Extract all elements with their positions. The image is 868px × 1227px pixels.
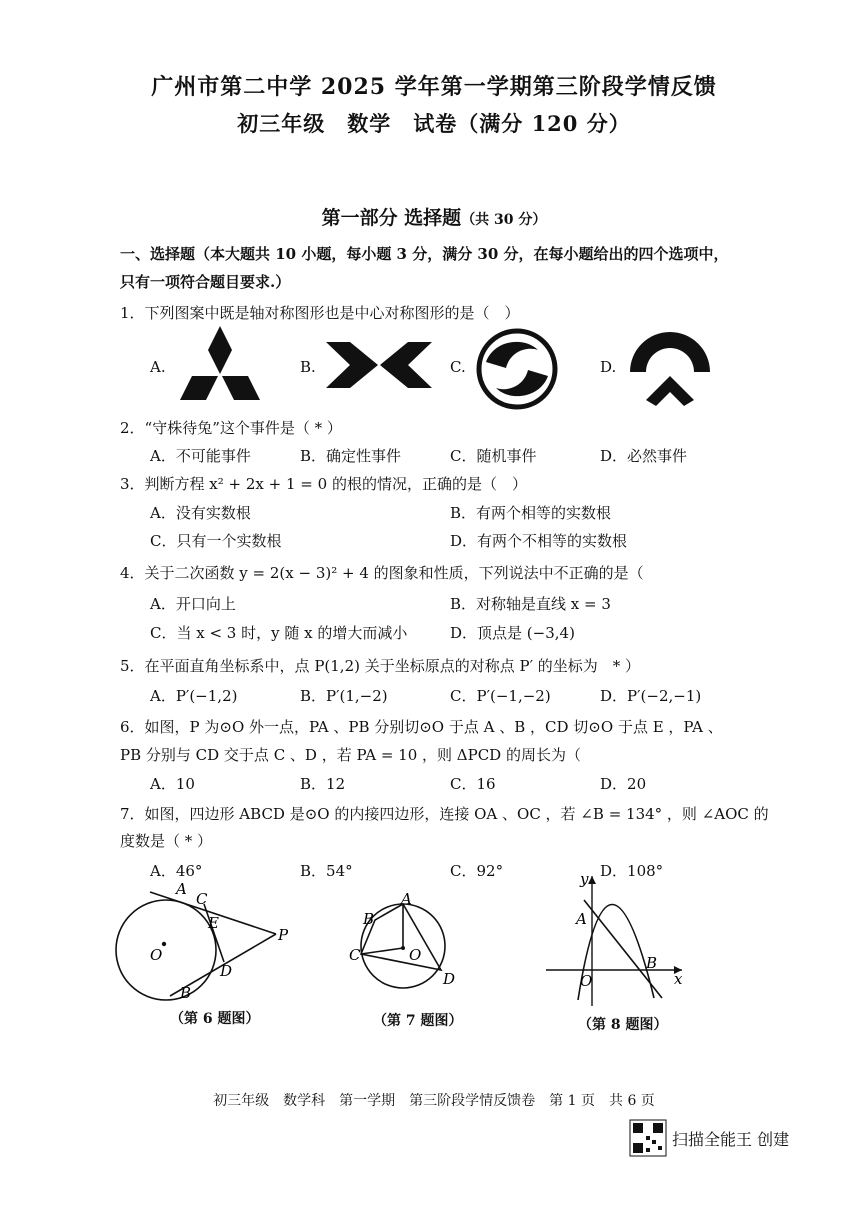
fig6-label-e: E xyxy=(208,914,219,932)
q2-option-c: C．随机事件 xyxy=(450,447,537,465)
q4-option-c: C．当 x < 3 时，y 随 x 的增大而减小 xyxy=(150,624,408,642)
q2-option-d: D．必然事件 xyxy=(600,447,688,465)
instructions-line-1: 一、选择题（本大题共 10 小题，每小题 3 分，满分 30 分，在每小题给出的四个选项中， xyxy=(120,245,729,263)
bowtie-figure xyxy=(326,340,432,390)
question-6-stem-2: PB 分别与 CD 交于点 C 、D ，若 PA = 10 ，则 ΔPCD 的周长为（ xyxy=(120,746,581,764)
q5-option-b: B．P′(1,−2) xyxy=(300,687,388,705)
q3-option-b: B．有两个相等的实数根 xyxy=(450,504,612,522)
fig6-label-p: P xyxy=(278,926,289,944)
q5-option-c: C．P′(−1,−2) xyxy=(450,687,551,705)
q4-option-b: B．对称轴是直线 x = 3 xyxy=(450,595,611,613)
q7-option-b: B．54° xyxy=(300,862,353,880)
q3-option-d: D．有两个不相等的实数根 xyxy=(450,532,628,550)
q3-option-c: C．只有一个实数根 xyxy=(150,532,282,550)
fig8-label-y: y xyxy=(580,870,589,888)
fig8-label-b: B xyxy=(646,954,658,972)
question-7-stem: 7．如图，四边形 ABCD 是⊙O 的内接四边形，连接 OA 、OC ，若 ∠B = 134° ，则 ∠AOC 的 xyxy=(120,805,769,823)
part-title: 第一部分 选择题 xyxy=(321,207,462,229)
q7-option-d: D．108° xyxy=(600,862,664,880)
page-footer: 初三年级 数学科 第一学期 第三阶段学情反馈卷 第 1 页 共 6 页 xyxy=(213,1093,655,1109)
figure-8-parabola-graph xyxy=(540,870,690,1010)
fig6-label-a: A xyxy=(176,880,187,898)
q4-option-a: A．开口向上 xyxy=(150,595,236,613)
question-6-stem: 6．如图，P 为⊙O 外一点，PA 、PB 分别切⊙O 于点 A 、B ，CD 切⊙O 于点 E ，PA 、 xyxy=(120,718,723,736)
q7-option-c: C．92° xyxy=(450,862,504,880)
q6-option-a: A．10 xyxy=(150,775,195,793)
q3-option-a: A．没有实数根 xyxy=(150,504,251,522)
q1-option-a: A. xyxy=(150,358,166,376)
question-5-stem: 5．在平面直角坐标系中，点 P(1,2) 关于坐标原点的对称点 P′ 的坐标为 * ） xyxy=(120,657,641,675)
figure-7-caption: （第 7 题图） xyxy=(373,1013,463,1029)
q2-option-a: A．不可能事件 xyxy=(150,447,251,465)
fig6-label-o: O xyxy=(150,946,163,964)
arch-chevron-figure xyxy=(628,330,712,406)
fig8-label-o: O xyxy=(580,972,593,990)
question-4-stem: 4．关于二次函数 y = 2(x − 3)² + 4 的图象和性质，下列说法中不正确的是（ xyxy=(120,564,644,582)
q5-option-a: A．P′(−1,2) xyxy=(150,687,238,705)
fig6-label-b: B xyxy=(180,984,192,1002)
q1-option-c: C. xyxy=(450,358,466,376)
fig6-label-d: D xyxy=(220,962,233,980)
exam-subtitle: 初三年级 数学 试卷（满分 120 分） xyxy=(237,111,631,136)
figure-7-inscribed-quadrilateral xyxy=(345,890,463,1000)
question-7-stem-2: 度数是（ * ） xyxy=(120,832,213,850)
fig7-label-o: O xyxy=(409,946,422,964)
fig6-label-c: C xyxy=(196,890,208,908)
q6-option-d: D．20 xyxy=(600,775,647,793)
qr-code-icon xyxy=(630,1120,666,1156)
fig7-label-c: C xyxy=(349,946,361,964)
q6-option-b: B．12 xyxy=(300,775,346,793)
three-diamonds-figure xyxy=(174,326,266,402)
part-heading xyxy=(0,203,868,230)
q6-option-c: C．16 xyxy=(450,775,496,793)
figure-6-tangent-circle xyxy=(110,880,300,1004)
exam-title: 广州市第二中学 2025 学年第一学期第三阶段学情反馈 xyxy=(151,74,717,100)
figure-8-caption: （第 8 题图） xyxy=(578,1017,668,1033)
instructions-line-2: 只有一项符合题目要求.） xyxy=(120,273,291,291)
fig7-label-d: D xyxy=(443,970,456,988)
fig7-label-a: A xyxy=(401,890,412,908)
q1-option-b: B. xyxy=(300,358,316,376)
q4-option-d: D．顶点是 (−3,4) xyxy=(450,624,575,642)
q2-option-b: B．确定性事件 xyxy=(300,447,402,465)
question-2-stem: 2．“守株待兔”这个事件是（ * ） xyxy=(120,419,342,437)
fig8-label-a: A xyxy=(576,910,587,928)
q5-option-d: D．P′(−2,−1) xyxy=(600,687,702,705)
figure-6-caption: （第 6 题图） xyxy=(170,1011,260,1027)
question-1-stem: 1．下列图案中既是轴对称图形也是中心对称图形的是（ ） xyxy=(120,304,520,322)
q1-option-d: D. xyxy=(600,358,617,376)
scanner-brand-text: 扫描全能王 创建 xyxy=(672,1130,790,1149)
part-score: （共 30 分） xyxy=(461,212,547,228)
fig7-label-b: B xyxy=(363,910,375,928)
question-3-stem: 3．判断方程 x² + 2x + 1 = 0 的根的情况，正确的是（ ） xyxy=(120,475,527,493)
swirl-circle-figure xyxy=(476,328,558,410)
fig8-label-x: x xyxy=(674,970,683,988)
q7-option-a: A．46° xyxy=(150,862,203,880)
